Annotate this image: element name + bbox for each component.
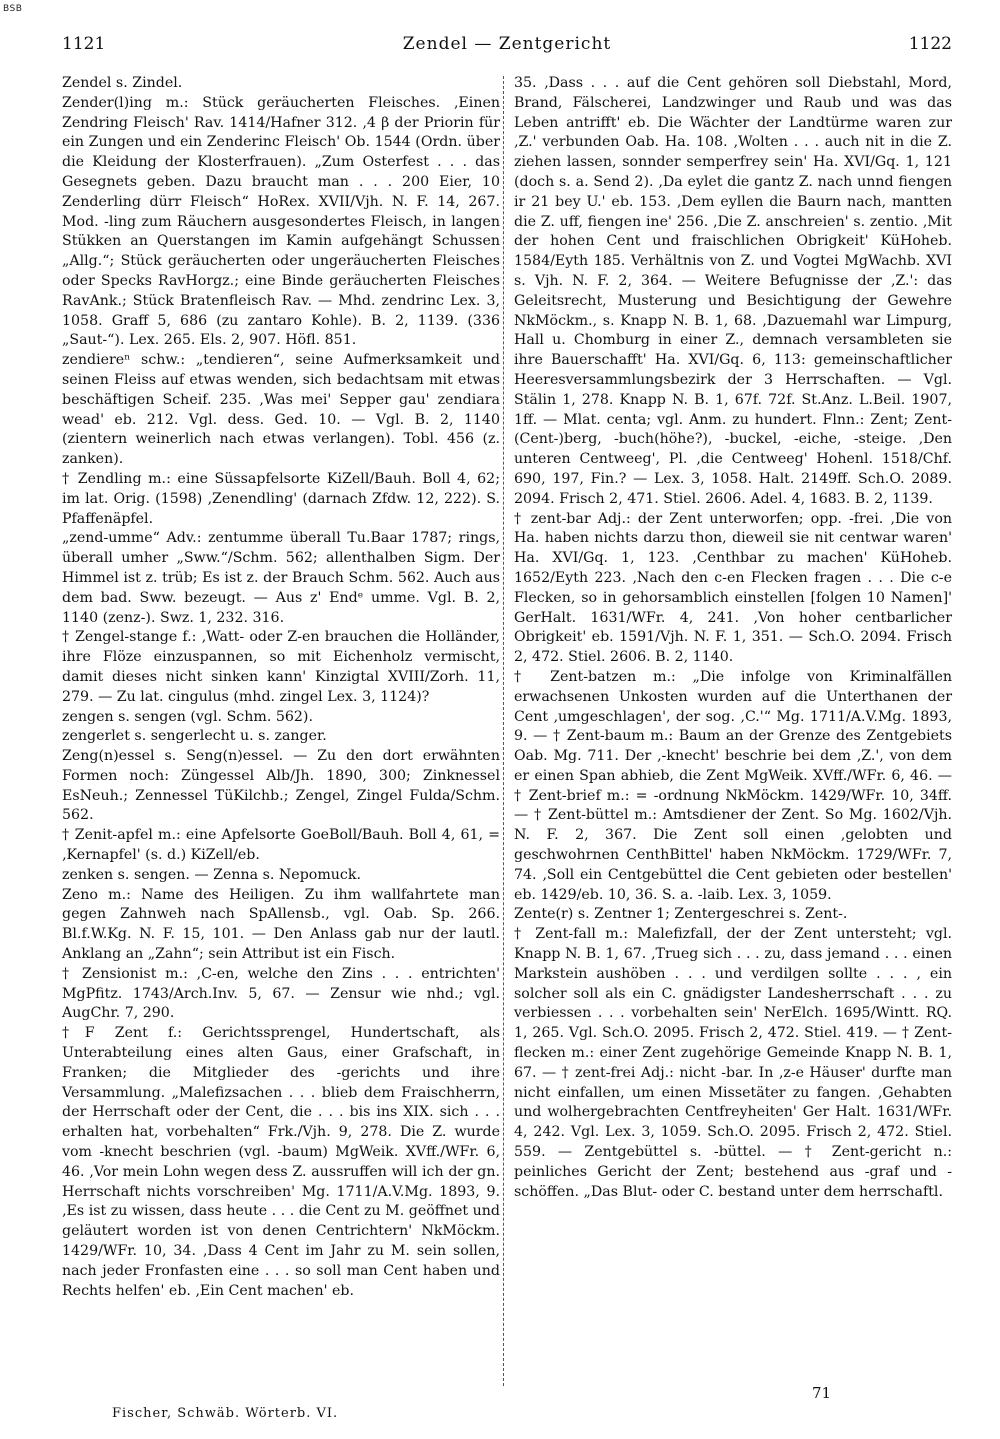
entry-zengerlet: zengerlet s. sengerlecht u. s. zanger. <box>62 728 327 745</box>
entry-zendel: Zendel s. Zindel. <box>62 75 183 91</box>
entry-zendling: † Zendling m.: eine Süssapfelsorte KiZell/Bauh. Boll 4, 62; im lat. Orig. (1598) ‚Zenendling' (darnach Zfdw. 12, 222). S. Pfaffenäpfel. <box>62 470 500 527</box>
entry-zeno: Zeno m.: Name des Heiligen. Zu ihm wallfahrtete man gegen Zahnweh nach SpAllensb., vgl. Oab. Sp. 266. Bl.f.W.Kg. N. F. 15, 101. — Den Anlass gab nur der lautl. Anklang an „Zahn“; sein Attribut ist ein Fisch. <box>62 886 500 963</box>
page-header <box>62 34 952 60</box>
library-mark: BSB <box>3 4 23 14</box>
entry-zenken: zenken s. sengen. — Zenna s. Nepomuck. <box>62 866 361 883</box>
entry-zengnessel: Zeng(n)essel s. Seng(n)essel. — Zu den dort erwähnten Formen noch: Züngessel Alb/Jh. 1890, 300; Zinknessel EsNeuh.; Zennessel TüKilchb.; Zengel, Zingel Fulda/Schm. 562. <box>62 748 500 824</box>
entry-zensionist: † Zensionist m.: ‚C-en, welche den Zins . . . entrichten' MgPfitz. 1743/Arch.Inv. 5, 67. — Zensur wie nhd.; vgl. AugChr. 7, 290. <box>62 965 500 1022</box>
entry-zenderling: Zender(l)ing m.: Stück geräucherten Fleisches. ‚Einen Zendring Fleisch' Rav. 1414/Hafner 312. ‚4 β der Priorin für ein Zungen und ein Zenderinc Fleisch' Ob. 1544 (Ordn. über die Kleidung der Klosterfrauen). „Zum Osterfest . . . das Gesegnets geben. Dazu braucht man . . . 200 Eier, 10 Zenderling dürr Fleisch“ HoRex. XVII/Vjh. N. F. 14, 267. Mod. -ling zum Räuchern ausgesondertes Fleisch, in langen Stükken an Querstangen im Kamin aufgehängt Schussen „Allg.“; Stück geräucherten oder ungeräucherten Fleisches oder Specks RavHorgz.; eine Binde geräucherten Fleisches RavAnk.; Stück Bratenfleisch Rav. — Mhd. zendrinc Lex. 3, 1058. Graff 5, 686 (zu zantaro Kohle). B. 2, 1139. (336 „Saut-“). Lex. 265. Els. 2, 907. Höfl. 851. <box>62 94 500 349</box>
entry-zent-fall: † Zent-fall m.: Malefizfall, der der Zent untersteht; vgl. Knapp N. B. 1, 67. ‚Trueg sich . . . zu, dass jemand . . . einen Markstein aushöben . . . und verdilgen sollte . . . , ein solcher soll als ein C. gnädigster Landesherrschaft . . . zu verbiessen . . . vorbehalten sein' NerElch. 1695/Wintt. RQ. 1, 265. Vgl. Sch.O. 2095. Frisch 2, 472. Stiel. 419. — † Zent-flecken m.: einer Zent zugehörige Gemeinde Knapp N. B. 1, 67. — † zent-frei Adj.: nicht -bar. In ‚z-e Häuser' durfte man nicht einfallen, um einen Missetäter zu fangen. ‚Gehabten und wolhergebrachten Centfreyheiten' Ger Halt. 1631/WFr. 4, 242. Vgl. Lex. 3, 1059. Sch.O. 2095. Frisch 2, 472. Stiel. 559. — Zentgebüttel s. -büttel. — † Zent-gericht n.: peinliches Gericht der Zent; bestehend aus -graf und -schöffen. „Das Blut- oder C. bestand unter dem herrschaftl. <box>514 926 952 1200</box>
entry-zent-bar: † zent-bar Adj.: der Zent unterworfen; opp. -frei. ‚Die von Ha. haben nichts darzu thon, dieweil sie nit centwar waren' Ha. XVI/Gq. 1, 123. ‚Centhbar zu machen' KüHoheb. 1652/Eyth 223. ‚Nach den c-en Flecken fragen . . . Die c-e Flecken, so in gehorsamblich einstellen [folgen 10 Namen]' GerHalt. 1631/WFr. 4, 241. ‚Von hoher centbarlicher Obrigkeit' eb. 1591/Vjh. N. F. 1, 351. — Sch.O. 2094. Frisch 2, 472. Stiel. 2606. B. 2, 1140. <box>514 510 952 666</box>
column-divider <box>503 76 504 1386</box>
entry-zendieren: zendiereⁿ schw.: „tendieren“, seine Aufmerksamkeit und seinen Fleiss auf etwas wenden, sich bedachtsam mit etwas beschäftigen Scheif. 235. ‚Was mei' Sepper gau' zendiara wead' eb. 212. Vgl. dess. Ged. 10. — Vgl. B. 2, 1140 (zientern weinerlich nach etwas verlangen). Tobl. 456 (z. zanken). <box>62 352 500 468</box>
footer-source: Fischer, Schwäb. Wörterb. VI. <box>112 1406 339 1421</box>
running-title: Zendel — Zentgericht <box>402 34 612 54</box>
entry-zenit-apfel: † Zenit-apfel m.: eine Apfelsorte GoeBoll/Bauh. Boll 4, 61, = ‚Kernapfel' (s. d.) KiZell/eb. <box>62 827 500 864</box>
page-number-left: 1121 <box>62 34 106 54</box>
footer-signature: 71 <box>812 1384 832 1402</box>
left-column <box>62 74 500 1301</box>
right-column <box>514 74 952 1202</box>
entry-zent-continued: 35. ‚Dass . . . auf die Cent gehören soll Diebstahl, Mord, Brand, Fälscherei, Landzwinger und Raub und was das Leben antrifft' eb. Die Wächter der Landtürme waren zur ‚Z.' verbunden Oab. Ha. 108. ‚Wolten . . . auch nit in die Z. ziehen lassen, sonnder semperfrey sein' Ha. XVI/Gq. 1, 121 (doch s. a. Send 2). ‚Da eylet die gantz Z. nach unnd fiengen ir 21 bey U.' eb. 153. ‚Dem eyllen die Baurn nach, mantten die Z. uff, fiengen ine' 256. ‚Die Z. anschreien' s. zentio. ‚Mit der hohen Cent und fraischlichen Obrigkeit' KüHoheb. 1584/Eyth 185. Verhältnis von Z. und Vogtei MgWachb. XVI s. Vjh. N. F. 2, 364. — Weitere Befugnisse der ‚Z.': das Geleitsrecht, Musterung und Besichtigung der Gewehre NkMöckm., s. Knapp N. B. 1, 68. ‚Dazuemahl war Limpurg, Hall u. Chomburg in einer Z., demnach versambleten sie ihre Bauerschafft' Ha. XVI/Gq. 6, 113: gemeinschaftlicher Heeresversammlungsbezirk der 3 Herrschaften. — Vgl. Stälin 1, 278. Knapp N. B. 1, 67f. 72f. St.Anz. L.Beil. 1907, 1ff. — Mlat. centa; vgl. Anm. zu hundert. Flnn.: Zent; Zent-(Cent-)berg, -buch(höhe?), -buckel, -eiche, -steige. ‚Den unteren Centweeg', Pl. ‚die Centweeg' Hohenl. 1518/Chf. 690, 197, Fin.? — Lex. 3, 1058. Halt. 2149ff. Sch.O. 2089. 2094. Frisch 2, 471. Stiel. 2606. Adel. 4, 1683. B. 2, 1139. <box>514 75 952 507</box>
entry-zengen: zengen s. sengen (vgl. Schm. 562). <box>62 708 313 725</box>
entry-zenter: Zente(r) s. Zentner 1; Zentergeschrei s. Zent-. <box>514 906 848 923</box>
entry-zend-umme: „zend-umme“ Adv.: zentumme überall Tu.Baar 1787; rings, überall umher „Sww.“/Schm. 562; allenthalben Sigm. Der Himmel ist z. trüb; Es ist z. der Brauch Schm. 562. Auch aus dem bad. Sww. bezeugt. — Aus z' Endᵉ umme. Vgl. B. 2, 1140 (zenz-). Swz. 1, 232. 316. <box>62 530 500 626</box>
entry-zengel-stange: † Zengel-stange f.: ‚Watt- oder Z-en brauchen die Holländer, ihre Flöze einzuspannen, so mit Eichenholz vermischt, damit dieses nicht sinken kann' Kinzigtal XVIII/Zorh. 11, 279. — Zu lat. cingulus (mhd. zingel Lex. 3, 1124)? <box>62 629 500 705</box>
page-number-right: 1122 <box>908 34 952 54</box>
entry-zent-batzen: † Zent-batzen m.: „Die infolge von Kriminalfällen erwachsenen Unkosten wurden auf die Unterthanen der Cent ‚umgeschlagen', der sog. ‚C.'“ Mg. 1711/A.V.Mg. 1893, 9. — † Zent-baum m.: Baum an der Grenze des Zentgebiets Oab. Mg. 711. Der ‚-knecht' beschrie bei dem ‚Z.', von dem er einen Span abhieb, die Zent MgWeik. XVff./WFr. 6, 46. — † Zent-brief m.: = -ordnung NkMöckm. 1429/WFr. 10, 34ff. — † Zent-büttel m.: Amtsdiener der Zent. So Mg. 1602/Vjh. N. F. 2, 367. Die Zent soll einen ‚gelobten und geschwohrnen CenthBittel' haben NkMöckm. 1729/WFr. 7, 74. ‚Soll ein Centgebüttel die Cent gebieten oder bestellen' eb. 1429/eb. 10, 36. S. a. -laib. Lex. 3, 1059. <box>514 668 952 903</box>
entry-zent: †F Zent f.: Gerichtssprengel, Hundertschaft, als Unterabteilung eines alten Gaus, einer Grafschaft, in Franken; die Mitglieder des -gerichts und ihre Versammlung. „Malefizsachen . . . blieb dem Fraischherrn, der Herrschaft oder der Cent, die . . . bis ins XIX. sich . . . erhalten hat, vorbehalten“ Frk./Vjh. 9, 278. Die Z. wurde vom -knecht beschrien (vgl. -baum) MgWeik. XVff./WFr. 6, 46. ‚Vor mein Lohn wegen dess Z. aussruffen will ich der gn. Herrschaft nichts vorschreiben' Mg. 1711/A.V.Mg. 1893, 9. ‚Es ist zu wissen, dass heute . . . die Cent zu M. geöffnet und geläutert worden ist von denen Centrichtern' NkMöckm. 1429/WFr. 10, 34. ‚Dass 4 Cent im Jahr zu M. sein sollen, nach jeder Fronfasten eine . . . so soll man Cent haben und Rechts helfen' eb. ‚Ein Cent machen' eb. <box>62 1025 500 1299</box>
